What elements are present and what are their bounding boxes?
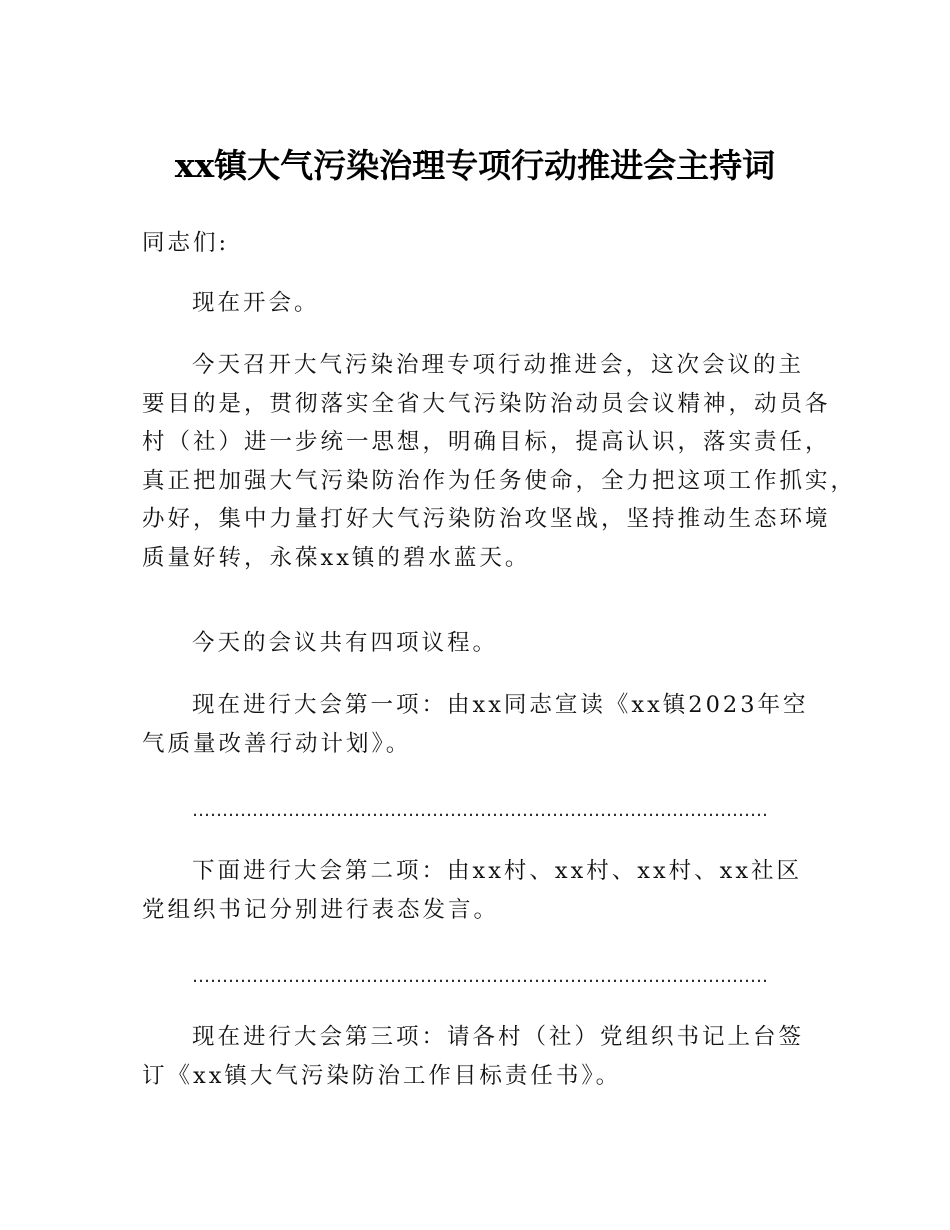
paragraph-opening bbox=[142, 284, 832, 323]
paragraph-line: 下面进行大会第二项：由xx村、xx村、xx村、xx社区 bbox=[192, 858, 803, 884]
paragraph-line: 今天召开大气污染治理专项行动推进会，这次会议的主 bbox=[192, 352, 805, 378]
paragraph-line: 真正把加强大气污染防治作为任务使命，全力把这项工作抓实， bbox=[142, 467, 857, 494]
document-title: xx镇大气污染治理专项行动推进会主持词 bbox=[174, 146, 776, 185]
ellipsis-separator bbox=[142, 958, 832, 997]
paragraph-line: 办好，集中力量打好大气污染防治攻坚战，坚持推动生态环境 bbox=[142, 506, 831, 532]
paragraph-item-three bbox=[142, 1018, 832, 1095]
paragraph-line: 现在开会。 bbox=[192, 290, 320, 316]
paragraph-line: 要目的是，贯彻落实全省大气污染防治动员会议精神，动员各 bbox=[142, 390, 831, 417]
ellipsis-line: …………………………………………………………………………………… bbox=[192, 800, 768, 821]
salutation: 同志们: bbox=[142, 230, 230, 256]
paragraph-line: 订《xx镇大气污染防治工作目标责任书》。 bbox=[142, 1062, 622, 1089]
salutation-block bbox=[142, 224, 832, 263]
ellipsis-line: …………………………………………………………………………………… bbox=[192, 966, 768, 987]
paragraph-line: 现在进行大会第一项：由xx同志宣读《xx镇2023年空 bbox=[192, 692, 809, 718]
paragraph-agenda-intro bbox=[142, 624, 832, 663]
paragraph-line: 现在进行大会第三项：请各村（社）党组织书记上台签 bbox=[192, 1024, 805, 1050]
paragraph-line: 气质量改善行动计划》。 bbox=[142, 730, 412, 757]
paragraph-line: 党组织书记分别进行表态发言。 bbox=[142, 896, 500, 923]
paragraph-purpose bbox=[142, 346, 857, 577]
paragraph-item-two bbox=[142, 852, 832, 929]
paragraph-line: 村（社）进一步统一思想，明确目标，提高认识，落实责任， bbox=[142, 429, 831, 455]
paragraph-item-one bbox=[142, 686, 832, 763]
paragraph-line: 质量好转，永葆xx镇的碧水蓝天。 bbox=[142, 544, 531, 571]
ellipsis-separator bbox=[142, 792, 832, 831]
paragraph-line: 今天的会议共有四项议程。 bbox=[192, 630, 499, 656]
